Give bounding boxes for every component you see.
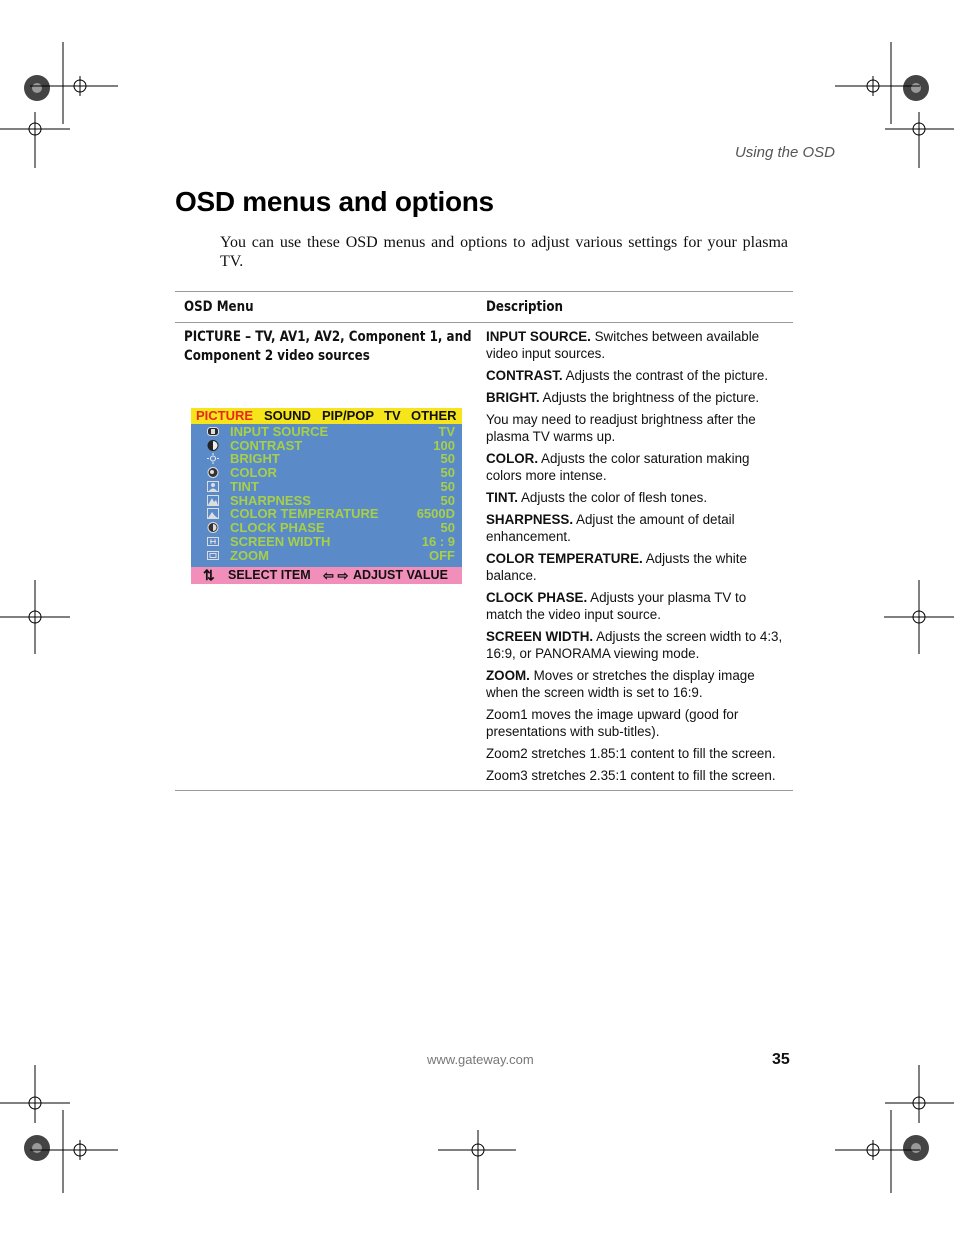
registration-mark-mid-right bbox=[884, 578, 954, 658]
color-icon bbox=[207, 467, 219, 478]
registration-mark-bottom-left bbox=[0, 1065, 125, 1195]
osd-row-color-temperature bbox=[191, 507, 462, 521]
osd-item-list bbox=[191, 424, 462, 567]
description-term: INPUT SOURCE. bbox=[486, 329, 591, 344]
description-text: You may need to readjust brightness after the plasma TV warms up. bbox=[486, 412, 756, 444]
description-text: Adjusts the screen width to 4:3, 16:9, or PANORAMA viewing mode. bbox=[486, 629, 783, 661]
registration-mark-bottom-center bbox=[438, 1130, 518, 1200]
description-list bbox=[486, 328, 786, 789]
osd-value: TV bbox=[438, 424, 455, 439]
color-temp-icon bbox=[207, 508, 219, 519]
osd-label: SHARPNESS bbox=[230, 493, 311, 508]
menu-name: PICTURE – TV, AV1, AV2, Component 1, and Component 2 video sources bbox=[184, 329, 472, 364]
description-text: Adjust the amount of detail enhancement. bbox=[486, 512, 735, 544]
osd-row-screen-width bbox=[191, 535, 462, 549]
sharpness-icon bbox=[207, 495, 219, 506]
table-bottom-rule bbox=[175, 790, 793, 791]
page-title: OSD menus and options bbox=[175, 186, 494, 217]
description-item bbox=[486, 667, 786, 701]
footer-url: www.gateway.com bbox=[427, 1052, 534, 1067]
left-right-arrows-icon: ⇦ ⇨ bbox=[323, 568, 349, 583]
description-text: Moves or stretches the display image when the screen width is set to 16:9. bbox=[486, 668, 755, 700]
osd-menu-table bbox=[175, 291, 793, 791]
osd-select-item: SELECT ITEM bbox=[228, 568, 311, 582]
intro-paragraph: You can use these OSD menus and options to adjust various settings for your plasma TV. bbox=[220, 234, 788, 270]
description-item bbox=[486, 511, 786, 545]
description-text: Adjusts your plasma TV to match the video input source. bbox=[486, 590, 747, 622]
description-item bbox=[486, 745, 786, 762]
osd-label: SCREEN WIDTH bbox=[230, 534, 331, 549]
description-text: Zoom1 moves the image upward (good for presentations with sub-titles). bbox=[486, 707, 739, 739]
osd-label: CONTRAST bbox=[230, 438, 303, 453]
osd-label: INPUT SOURCE bbox=[230, 424, 329, 439]
osd-value: 6500D bbox=[416, 506, 455, 521]
description-item bbox=[486, 489, 786, 506]
description-item bbox=[486, 328, 786, 362]
description-text: Zoom3 stretches 2.35:1 content to fill the screen. bbox=[486, 768, 776, 783]
osd-value: 16 : 9 bbox=[421, 534, 455, 549]
table-header-row bbox=[175, 292, 793, 322]
osd-value: 50 bbox=[440, 479, 455, 494]
description-item bbox=[486, 767, 786, 784]
osd-tab-tv: TV bbox=[384, 408, 401, 423]
osd-screenshot bbox=[191, 408, 462, 584]
screen-width-icon bbox=[207, 536, 219, 547]
zoom-icon bbox=[207, 550, 219, 561]
description-item bbox=[486, 550, 786, 584]
description-term: COLOR TEMPERATURE. bbox=[486, 551, 643, 566]
description-text: Adjusts the brightness of the picture. bbox=[539, 390, 760, 405]
tint-icon bbox=[207, 481, 219, 492]
registration-mark-mid-left bbox=[0, 578, 70, 658]
osd-adjust-value: ADJUST VALUE bbox=[353, 568, 448, 582]
description-text: Adjusts the white balance. bbox=[486, 551, 747, 583]
description-text: Switches between available video input sources. bbox=[486, 329, 760, 361]
description-term: BRIGHT. bbox=[486, 390, 540, 405]
up-down-arrows-icon: ⇅ bbox=[203, 567, 215, 583]
osd-value: 100 bbox=[433, 438, 455, 453]
description-item bbox=[486, 628, 786, 662]
description-term: CONTRAST. bbox=[486, 368, 563, 383]
description-term: CLOCK PHASE. bbox=[486, 590, 588, 605]
osd-value: 50 bbox=[440, 493, 455, 508]
osd-tab-sound: SOUND bbox=[264, 408, 311, 423]
description-item bbox=[486, 411, 786, 445]
description-item bbox=[486, 589, 786, 623]
table-row bbox=[175, 323, 793, 790]
description-term: ZOOM. bbox=[486, 668, 530, 683]
description-text: Adjusts the color saturation making colors more intense. bbox=[486, 451, 750, 483]
description-term: SCREEN WIDTH. bbox=[486, 629, 594, 644]
osd-row-zoom bbox=[191, 549, 462, 563]
osd-row-input-source bbox=[191, 425, 462, 439]
input-icon bbox=[207, 426, 219, 437]
osd-label: COLOR TEMPERATURE bbox=[230, 506, 379, 521]
clock-phase-icon bbox=[207, 522, 219, 533]
osd-value: 50 bbox=[440, 520, 455, 535]
registration-mark-bottom-right bbox=[830, 1065, 954, 1195]
description-item bbox=[486, 450, 786, 484]
page-number: 35 bbox=[772, 1051, 790, 1068]
osd-row-tint bbox=[191, 480, 462, 494]
registration-mark-top-right bbox=[830, 40, 954, 170]
running-head: Using the OSD bbox=[734, 144, 835, 161]
osd-value: 50 bbox=[440, 465, 455, 480]
osd-label: COLOR bbox=[230, 465, 277, 480]
description-term: SHARPNESS. bbox=[486, 512, 574, 527]
osd-label: BRIGHT bbox=[230, 451, 280, 466]
osd-tab-bar bbox=[191, 408, 462, 424]
contrast-icon bbox=[207, 440, 219, 451]
registration-mark-top-left bbox=[0, 40, 125, 170]
osd-value: 50 bbox=[440, 451, 455, 466]
osd-tab-picture: PICTURE bbox=[196, 408, 254, 423]
osd-tab-pip-pop: PIP/POP bbox=[322, 408, 375, 423]
header-osd-menu: OSD Menu bbox=[184, 299, 254, 315]
osd-footer-bar bbox=[191, 567, 462, 584]
osd-label: TINT bbox=[230, 479, 259, 494]
description-item bbox=[486, 389, 786, 406]
description-text: Adjusts the contrast of the picture. bbox=[562, 368, 769, 383]
header-description: Description bbox=[486, 299, 563, 315]
osd-row-bright bbox=[191, 452, 462, 466]
osd-row-color bbox=[191, 466, 462, 480]
osd-label: CLOCK PHASE bbox=[230, 520, 325, 535]
description-term: TINT. bbox=[486, 490, 518, 505]
description-term: COLOR. bbox=[486, 451, 539, 466]
description-item bbox=[486, 367, 786, 384]
description-item bbox=[486, 706, 786, 740]
osd-label: ZOOM bbox=[230, 548, 269, 563]
sun-icon bbox=[207, 453, 219, 464]
osd-row-clock-phase bbox=[191, 521, 462, 535]
description-text: Adjusts the color of flesh tones. bbox=[518, 490, 708, 505]
osd-value: OFF bbox=[429, 548, 455, 563]
description-text: Zoom2 stretches 1.85:1 content to fill the screen. bbox=[486, 746, 776, 761]
osd-tab-other: OTHER bbox=[411, 408, 457, 423]
